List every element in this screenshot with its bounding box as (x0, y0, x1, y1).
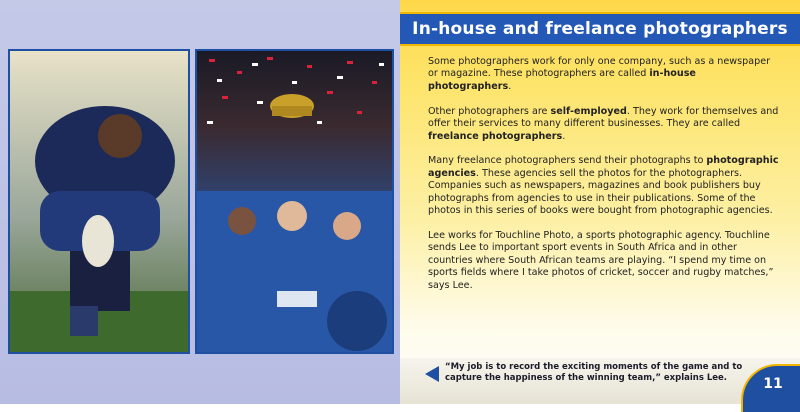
page-number: 11 (763, 376, 783, 392)
team-celebration-image (197, 51, 394, 354)
paragraph-text: . They work for themselves and offer their services to many different businesses. They are called (428, 105, 779, 130)
term-self-employed: self-employed (550, 105, 627, 117)
page-heading: In-house and freelance photographers (412, 19, 788, 39)
paragraph-text: . These agencies sell the photos for the photographers. Companies such as newspapers, magazines and book publishers buy photographs from agencies to use in their publications. Some of the photos in this series of books were bought from photographic agencies. (428, 167, 773, 217)
rugby-player-photo (8, 49, 190, 354)
paragraph-text: . (562, 130, 566, 142)
paragraph-text: . (508, 80, 512, 92)
paragraph-self-employed (428, 106, 780, 143)
term-freelance: freelance photographers (428, 130, 563, 142)
celebrating-team-photo (195, 49, 394, 354)
right-page (400, 0, 800, 404)
rugby-diving-image (10, 51, 190, 354)
term-photographic-agencies: photographic agencies (428, 155, 779, 179)
paragraph-lee: Lee works for Touchline Photo, a sports photographic agency. Touchline sends Lee to important sport events in South Africa and in other countries where South African teams are playing. “I spend my time on sports fields where I take photos of cricket, soccer and rugby matches,” says Lee. (428, 229, 774, 291)
paragraph-text: Other photographers are (428, 105, 551, 117)
paragraph-text: Many freelance photographers send their photographs to (428, 155, 707, 167)
paragraph-agencies (428, 155, 780, 217)
term-in-house: in-house photographers (428, 68, 696, 92)
heading-band (400, 12, 800, 46)
body-text (428, 56, 780, 305)
paragraph-text: Some photographers work for only one company, such as a newspaper or magazine. These photographers are called (428, 56, 771, 80)
left-page (0, 0, 400, 404)
caption-arrow-icon (425, 366, 439, 382)
photo-caption: “My job is to record the exciting moments of the game and to capture the happiness of the winning team,” explains Lee. (445, 362, 743, 383)
paragraph-in-house (428, 56, 780, 93)
